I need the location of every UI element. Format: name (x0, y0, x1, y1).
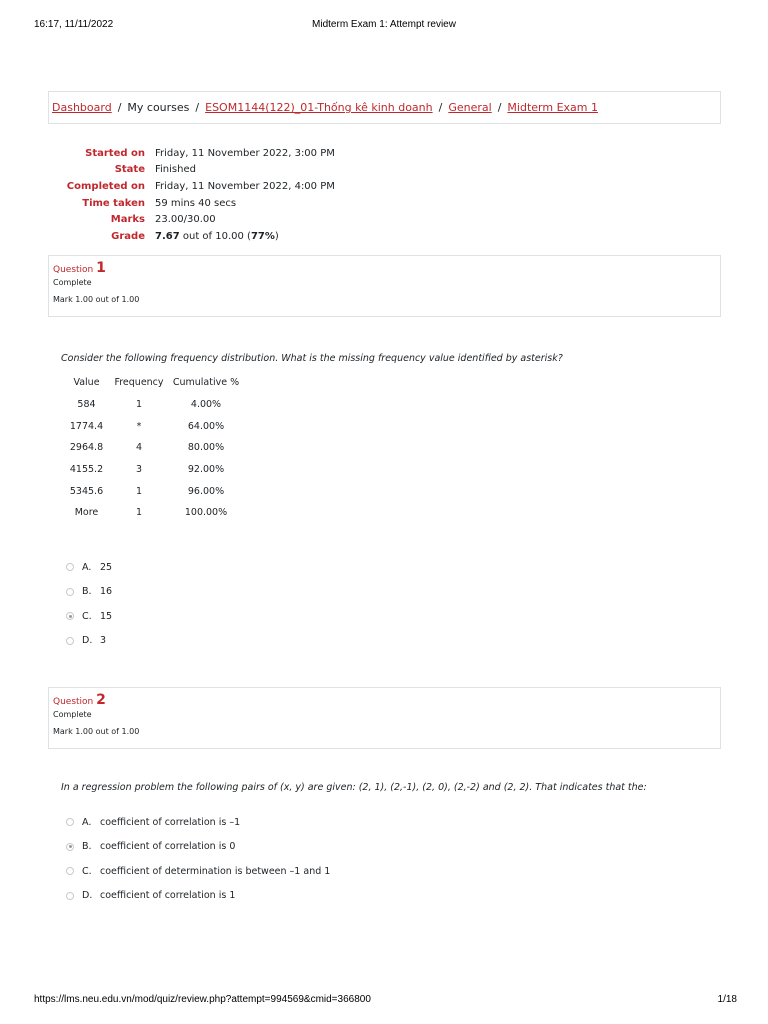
grade-out-of: out of 10.00 ( (179, 230, 251, 242)
answer-option-d[interactable] (66, 884, 330, 909)
breadcrumb-my-courses: My courses (127, 101, 190, 114)
summary-label: Marks (110, 214, 145, 226)
option-text: coefficient of determination is between –1 and 1 (100, 865, 331, 877)
print-datetime: 16:17, 11/11/2022 (34, 19, 114, 30)
summary-label: Completed on (66, 180, 145, 192)
answer-option-b[interactable] (66, 835, 330, 860)
table-cell: 100.00% (184, 507, 228, 519)
radio-button[interactable] (66, 612, 74, 620)
question-label: Question (53, 265, 94, 275)
table-row (62, 480, 245, 502)
table-cell: 4155.2 (69, 464, 104, 476)
table-row (62, 394, 245, 416)
option-text: 16 (100, 586, 113, 598)
breadcrumb-dashboard[interactable]: Dashboard (52, 101, 112, 114)
table-cell: 4.00% (190, 399, 222, 411)
table-header: Frequency (114, 377, 164, 389)
summary-row-started (50, 145, 335, 162)
question-number (53, 692, 720, 708)
option-letter: A. (82, 561, 92, 573)
radio-button[interactable] (66, 637, 74, 645)
table-cell: 80.00% (187, 442, 225, 454)
table-cell: 92.00% (187, 464, 225, 476)
table-cell: 5345.6 (69, 485, 104, 497)
radio-button[interactable] (66, 892, 74, 900)
question-label: Question (53, 697, 94, 707)
question-1-info (48, 255, 721, 317)
summary-label: Time taken (82, 197, 145, 209)
table-cell: 64.00% (187, 420, 225, 432)
summary-label: State (114, 164, 145, 176)
option-text: 25 (100, 561, 113, 573)
question-2-text: In a regression problem the following pairs of (x, y) are given: (2, 1), (2,-1), (2, 0), (2,-2) and (2, 2). That indicates that the: (61, 782, 647, 793)
answer-option-d[interactable] (66, 629, 112, 654)
breadcrumb-separator: / (438, 101, 443, 114)
answer-option-c[interactable] (66, 604, 112, 629)
table-cell: More (74, 507, 99, 519)
summary-label: Grade (111, 230, 145, 242)
question-number (53, 260, 720, 276)
breadcrumb (48, 91, 721, 124)
table-cell: 1 (135, 485, 143, 497)
option-letter: D. (82, 635, 93, 647)
breadcrumb-course[interactable]: ESOM1144(122)_01-Thống kê kinh doanh (205, 101, 433, 114)
answer-option-a[interactable] (66, 555, 112, 580)
grade-close: ) (274, 230, 279, 242)
summary-value: 23.00/30.00 (155, 214, 216, 226)
table-row (62, 415, 245, 437)
grade-percent: 77% (250, 230, 275, 242)
summary-row-marks (50, 211, 335, 228)
radio-button[interactable] (66, 867, 74, 875)
table-cell: 1 (135, 507, 143, 519)
summary-row-state (50, 162, 335, 179)
option-letter: A. (82, 816, 92, 828)
table-row (62, 459, 245, 481)
breadcrumb-midterm-exam[interactable]: Midterm Exam 1 (507, 101, 598, 114)
question-mark: Mark 1.00 out of 1.00 (53, 295, 140, 304)
table-header: Value (73, 377, 100, 389)
radio-button[interactable] (66, 563, 74, 571)
question-2-info (48, 687, 721, 749)
table-header-row (62, 372, 245, 394)
question-mark: Mark 1.00 out of 1.00 (53, 727, 140, 736)
table-cell: 96.00% (187, 485, 225, 497)
option-text: 3 (100, 635, 107, 647)
table-header: Cumulative % (172, 377, 240, 389)
summary-value: Friday, 11 November 2022, 4:00 PM (155, 180, 335, 192)
summary-row-grade (50, 228, 335, 245)
question-number-value: 2 (96, 692, 106, 708)
option-text: coefficient of correlation is 0 (100, 841, 236, 853)
print-title: Midterm Exam 1: Attempt review (312, 19, 456, 30)
question-1-answers (66, 555, 112, 653)
answer-option-b[interactable] (66, 580, 112, 605)
print-page-number: 1/18 (717, 994, 737, 1005)
summary-row-time-taken (50, 195, 335, 212)
table-cell: 3 (135, 464, 143, 476)
table-cell: 2964.8 (69, 442, 104, 454)
answer-option-c[interactable] (66, 859, 330, 884)
grade-value: 7.67 (155, 230, 180, 242)
summary-label: Started on (85, 147, 145, 159)
radio-button[interactable] (66, 843, 74, 851)
summary-value: Finished (155, 164, 196, 176)
answer-option-a[interactable] (66, 810, 330, 835)
table-cell: 1 (135, 399, 143, 411)
breadcrumb-general[interactable]: General (448, 101, 492, 114)
option-text: coefficient of correlation is –1 (100, 816, 241, 828)
option-text: coefficient of correlation is 1 (100, 890, 236, 902)
option-letter: D. (82, 890, 93, 902)
summary-value (155, 231, 279, 242)
option-letter: B. (82, 586, 92, 598)
attempt-summary (50, 145, 335, 245)
option-letter: C. (82, 610, 92, 622)
table-cell: 1774.4 (69, 420, 104, 432)
summary-value: Friday, 11 November 2022, 3:00 PM (155, 147, 335, 159)
option-letter: C. (82, 865, 92, 877)
question-1-text: Consider the following frequency distribution. What is the missing frequency value identified by asterisk? (61, 353, 563, 364)
table-cell: 584 (77, 399, 96, 411)
table-row (62, 502, 245, 524)
frequency-table (62, 372, 245, 524)
question-2-answers (66, 810, 330, 908)
table-row (62, 437, 245, 459)
table-cell: * (136, 420, 142, 432)
print-url: https://lms.neu.edu.vn/mod/quiz/review.php?attempt=994569&cmid=366800 (34, 994, 371, 1005)
breadcrumb-separator: / (497, 101, 502, 114)
option-letter: B. (82, 841, 92, 853)
print-footer (0, 994, 768, 1008)
print-header (0, 19, 768, 33)
radio-button[interactable] (66, 588, 74, 596)
option-text: 15 (100, 610, 113, 622)
question-state: Complete (53, 710, 92, 719)
question-number-value: 1 (96, 260, 106, 276)
question-state: Complete (53, 278, 92, 287)
summary-value: 59 mins 40 secs (155, 197, 237, 209)
table-cell: 4 (135, 442, 143, 454)
radio-button[interactable] (66, 818, 74, 826)
breadcrumb-separator: / (195, 101, 200, 114)
summary-row-completed (50, 178, 335, 195)
breadcrumb-separator: / (117, 101, 122, 114)
